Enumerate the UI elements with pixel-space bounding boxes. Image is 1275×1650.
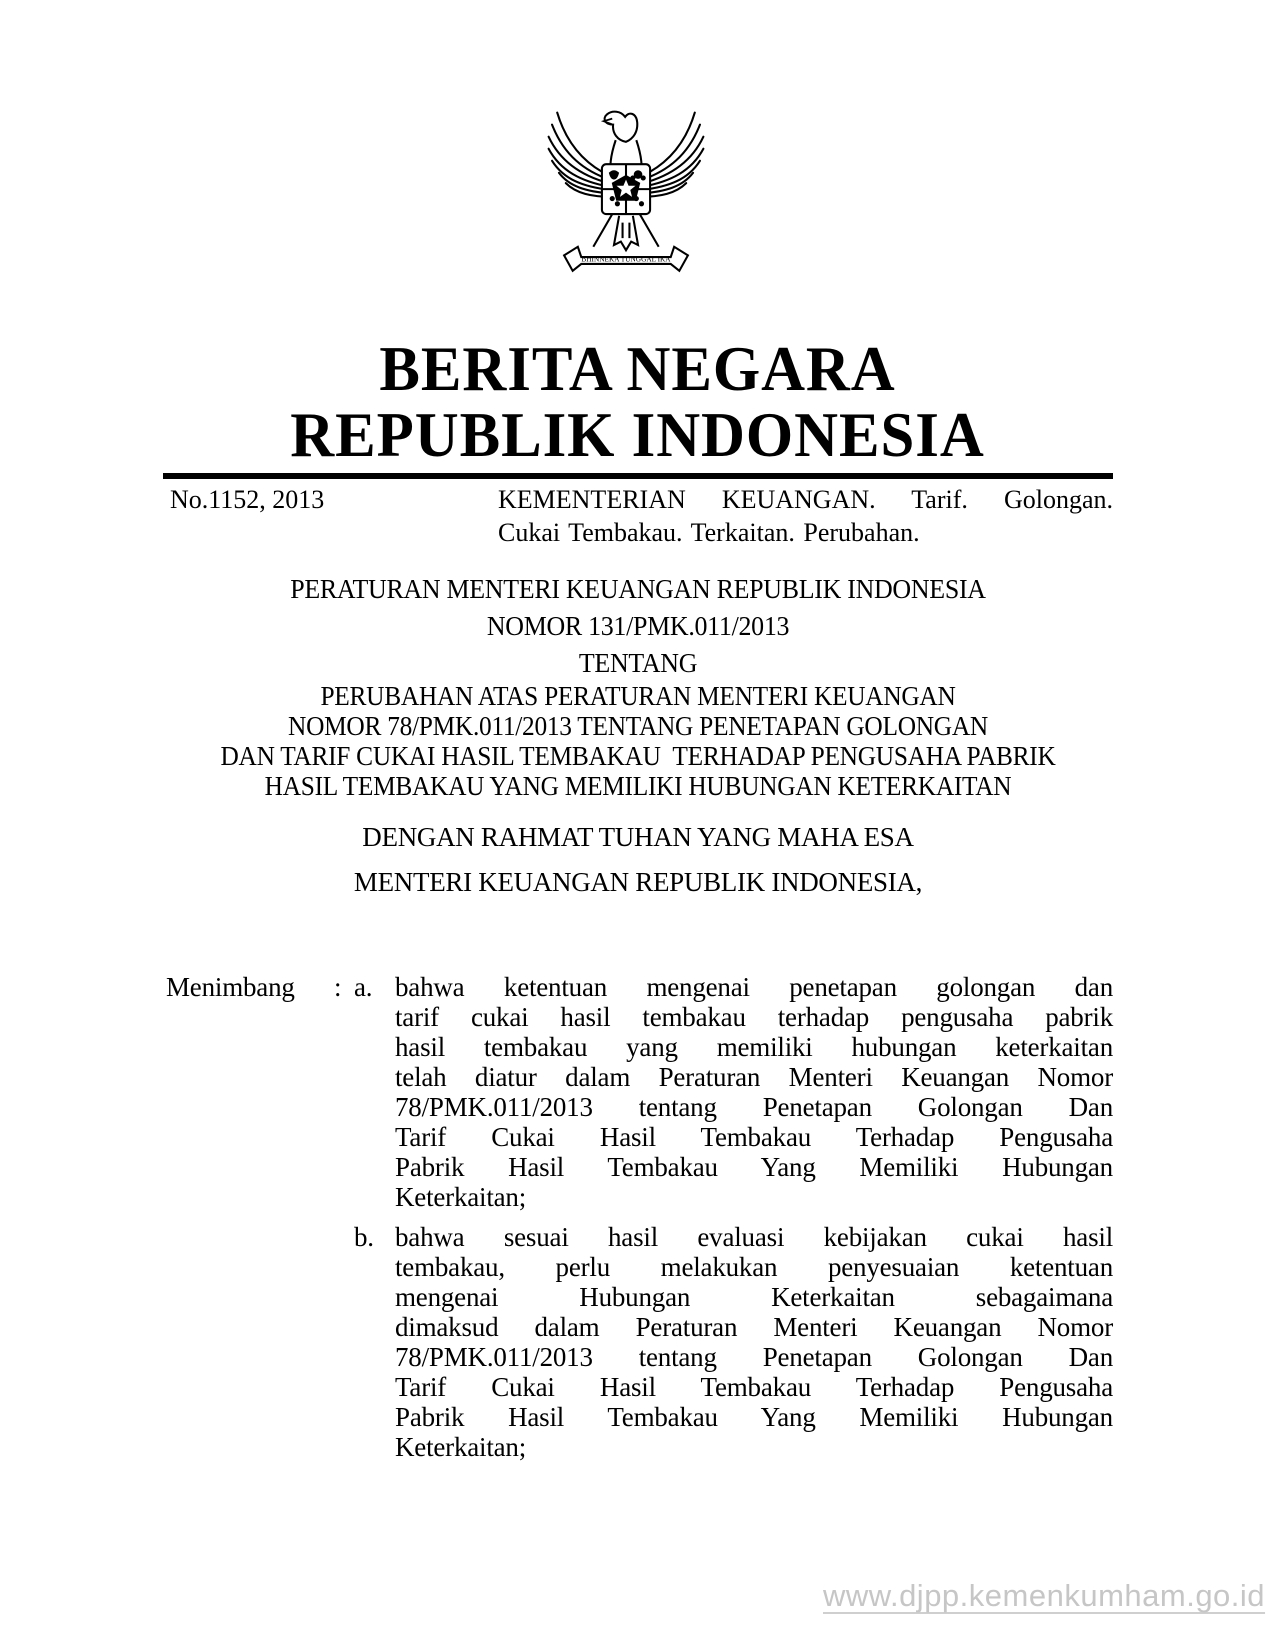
text-line: TENTANG: [578, 648, 698, 678]
consideration-paragraph-b: [395, 1222, 1113, 1462]
text-line: PERATURAN MENTERI KEUANGAN REPUBLIK INDONESIA: [290, 574, 986, 604]
text-line: NOMOR 78/PMK.011/2013 TENTANG PENETAPAN GOLONGAN: [288, 711, 988, 741]
text-line: dimaksud dalam Peraturan Menteri Keuangan Nomor: [395, 1312, 1113, 1342]
text-line: Cukai Tembakau. Terkaitan. Perubahan.: [498, 518, 920, 547]
gazette-number: No.1152, 2013: [170, 485, 325, 514]
text-line: Pabrik Hasil Tembakau Yang Memiliki Hubungan: [395, 1402, 1113, 1432]
text-line: telah diatur dalam Peraturan Menteri Keuangan Nomor: [395, 1062, 1113, 1092]
text-line: tarif cukai hasil tembakau terhadap pengusaha pabrik: [395, 1002, 1113, 1032]
text-line: Keterkaitan;: [395, 1432, 527, 1462]
regulation-title-subject: [196, 681, 1080, 801]
text-line: 78/PMK.011/2013 tentang Penetapan Golongan Dan: [395, 1342, 1113, 1372]
consideration-marker-a: a.: [354, 972, 373, 1002]
text-line: PERUBAHAN ATAS PERATURAN MENTERI KEUANGAN: [320, 681, 956, 711]
text-line: bahwa ketentuan mengenai penetapan golongan dan: [395, 972, 1113, 1002]
text-line: DAN TARIF CUKAI HASIL TEMBAKAU TERHADAP PENGUSAHA PABRIK: [220, 741, 1056, 771]
considerations-colon: :: [334, 972, 342, 1002]
consideration-paragraph-a: [395, 972, 1113, 1212]
text-line: Tarif Cukai Hasil Tembakau Terhadap Pengusaha: [395, 1372, 1113, 1402]
considerations-label: Menimbang: [166, 972, 295, 1002]
gazette-subject: [498, 483, 1113, 549]
text-line: bahwa sesuai hasil evaluasi kebijakan cukai hasil: [395, 1222, 1113, 1252]
text-line: hasil tembakau yang memiliki hubungan keterkaitan: [395, 1032, 1113, 1062]
regulation-title-heading: [187, 571, 1089, 682]
text-line: NOMOR 131/PMK.011/2013: [486, 611, 790, 641]
text-line: Keterkaitan;: [395, 1182, 527, 1212]
consideration-marker-b: b.: [354, 1222, 374, 1252]
invocation-line: DENGAN RAHMAT TUHAN YANG MAHA ESA: [362, 822, 914, 852]
text-line: KEMENTERIAN KEUANGAN. Tarif. Golongan.: [498, 485, 1113, 514]
text-line: 78/PMK.011/2013 tentang Penetapan Golongan Dan: [395, 1092, 1113, 1122]
text-line: Tarif Cukai Hasil Tembakau Terhadap Pengusaha: [395, 1122, 1113, 1152]
site-watermark: www.djpp.kemenkumham.go.id: [823, 1578, 1266, 1613]
gazette-masthead: [32, 333, 1243, 470]
text-line: HASIL TEMBAKAU YANG MEMILIKI HUBUNGAN KETERKAITAN: [264, 771, 1012, 801]
emblem-banner-text: BHINNEKA TUNGGAL IKA: [581, 254, 671, 264]
masthead-line-2: REPUBLIK INDONESIA: [290, 399, 985, 470]
text-line: Pabrik Hasil Tembakau Yang Memiliki Hubungan: [395, 1152, 1113, 1182]
garuda-pancasila-icon: [540, 86, 712, 294]
text-line: tembakau, perlu melakukan penyesuaian ketentuan: [395, 1252, 1113, 1282]
masthead-line-1: BERITA NEGARA: [379, 333, 896, 404]
authority-line: MENTERI KEUANGAN REPUBLIK INDONESIA,: [353, 867, 923, 897]
masthead-rule: [163, 473, 1113, 479]
text-line: mengenai Hubungan Keterkaitan sebagaimana: [395, 1282, 1113, 1312]
